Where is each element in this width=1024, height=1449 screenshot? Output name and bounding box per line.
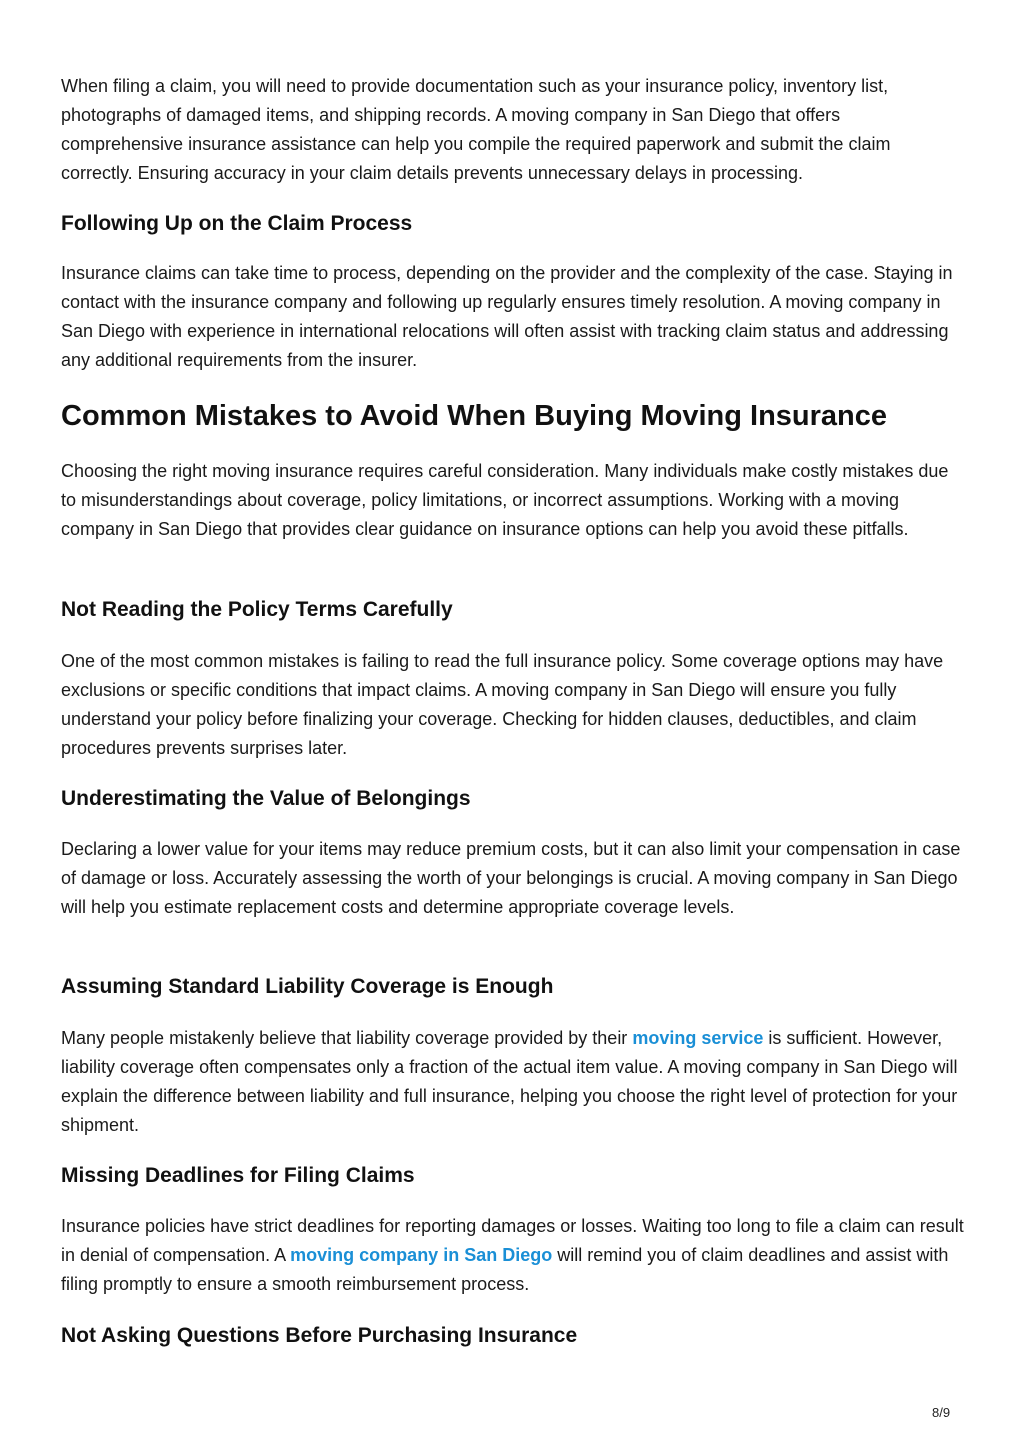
paragraph-policy-terms: [61, 647, 966, 763]
paragraph-text-after-link: is sufficient. However, liability coverage often compensates only a fraction of the actual item value. A moving company in San Diego will explain the difference between liability and full insurance, helping you choose the right level of protection for your shipment.: [61, 1028, 958, 1135]
paragraph-text: [61, 1212, 966, 1299]
paragraph-text-before-link: Insurance policies have strict deadlines for reporting damages or losses. Waiting too long to file a claim can result in denial of compensation. A: [61, 1216, 964, 1265]
heading-policy-terms: [61, 596, 966, 624]
moving-company-san-diego-link[interactable]: moving company in San Diego: [290, 1245, 553, 1265]
paragraph-text-before-link: Many people mistakenly believe that liability coverage provided by their: [61, 1028, 633, 1048]
subheading-text: Assuming Standard Liability Coverage is Enough: [61, 975, 554, 998]
subheading-text: Following Up on the Claim Process: [61, 212, 413, 235]
page-number: 8/9: [932, 1405, 951, 1420]
paragraph-following-up: [61, 259, 966, 375]
heading-underestimating: [61, 785, 966, 813]
paragraph-underestimating: [61, 835, 966, 922]
paragraph-claim-documentation: [61, 72, 966, 188]
paragraph-text: Declaring a lower value for your items may reduce premium costs, but it can also limit your compensation in case of damage or loss. Accurately assessing the worth of your belongings is crucial. A moving company in San Diego will help you estimate replacement costs and determine appropriate coverage levels.: [61, 839, 961, 917]
heading-following-up: [61, 210, 966, 238]
paragraph-common-mistakes: [61, 457, 966, 544]
paragraph-text: Choosing the right moving insurance requires careful consideration. Many individuals make costly mistakes due to misunderstandings about coverage, policy limitations, or incorrect assumptions. Working with a moving company in San Diego that provides clear guidance on insurance options can help you avoid these pitfalls.: [61, 461, 949, 539]
heading-questions: [61, 1322, 966, 1350]
paragraph-text-after-link: will remind you of claim deadlines and assist with filing promptly to ensure a smooth reimbursement process.: [61, 1245, 949, 1294]
subheading-text: Not Reading the Policy Terms Carefully: [61, 598, 453, 621]
heading-deadlines: [61, 1162, 966, 1190]
section-heading-common-mistakes: [61, 398, 966, 434]
paragraph-text: [61, 1024, 966, 1140]
subheading-text: Missing Deadlines for Filing Claims: [61, 1164, 415, 1187]
moving-service-link[interactable]: moving service: [632, 1028, 764, 1048]
heading-liability: [61, 973, 966, 1001]
paragraph-text: Insurance claims can take time to process, depending on the provider and the complexity of the case. Staying in contact with the insurance company and following up regularly ensures timely resolution. A moving company in San Diego with experience in international relocations will often assist with tracking claim status and addressing any additional requirements from the insurer.: [61, 263, 953, 370]
paragraph-text: When filing a claim, you will need to provide documentation such as your insurance policy, inventory list, photographs of damaged items, and shipping records. A moving company in San Diego that offers comprehensive insurance assistance can help you compile the required paperwork and submit the claim correctly. Ensuring accuracy in your claim details prevents unnecessary delays in processing.: [61, 76, 891, 183]
paragraph-liability: [61, 1024, 966, 1140]
subheading-text: Not Asking Questions Before Purchasing Insurance: [61, 1324, 578, 1347]
paragraph-text: One of the most common mistakes is failing to read the full insurance policy. Some coverage options may have exclusions or specific conditions that impact claims. A moving company in San Diego will ensure you fully understand your policy before finalizing your coverage. Checking for hidden clauses, deductibles, and claim procedures prevents surprises later.: [61, 651, 944, 758]
paragraph-deadlines: [61, 1212, 966, 1299]
section-heading-text: Common Mistakes to Avoid When Buying Moving Insurance: [61, 400, 888, 432]
subheading-text: Underestimating the Value of Belongings: [61, 787, 471, 810]
